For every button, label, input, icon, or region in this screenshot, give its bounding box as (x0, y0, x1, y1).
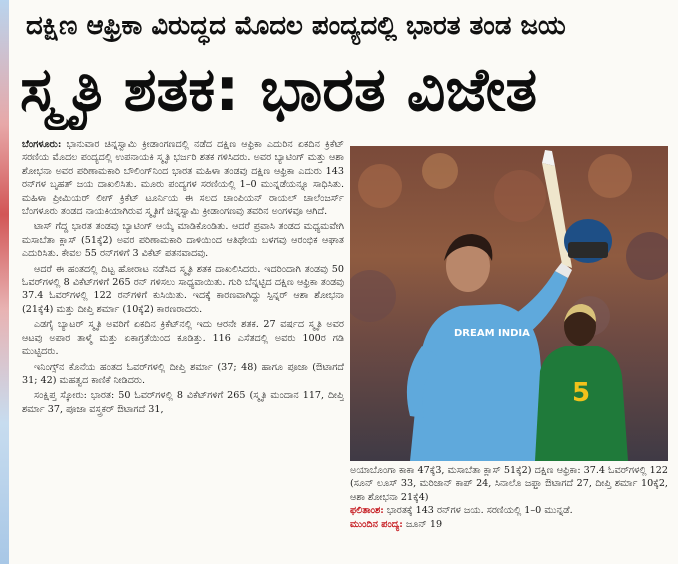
kicker-headline: ದಕ್ಷಿಣ ಆಫ್ರಿಕಾ ವಿರುದ್ಧದ ಮೊದಲ ಪಂದ್ಯದಲ್ಲಿ ಭಾರತ ತಂಡ ಜಯ (26, 11, 566, 41)
article-paragraph: ಟಾಸ್ ಗೆದ್ದ ಭಾರತ ತಂಡವು ಬ್ಯಾಟಿಂಗ್ ಆಯ್ಕೆ ಮಾಡಿಕೊಂಡಿತು. ಆದರೆ ಪ್ರವಾಸಿ ತಂಡದ ಮಧ್ಯಮವೇಗಿ ಮಸಾಬೆತಾ ಕ್ಲಾಸ್ (51ಕ್ಕೆ2) ಅವರ ಪರಿಣಾಮಕಾರಿ ದಾಳಿಯಿಂದ ಆತಿಥೇಯ ಬಳಗವು ಆರಂಭಿಕ ಆಘಾತ ಎದುರಿಸಿತು. ಕೇವಲ 55 ರನ್‌ಗಳಿಗೆ 3 ವಿಕೆಟ್ ಪತನವಾದವು. (22, 221, 344, 260)
result-text: ಭಾರತಕ್ಕೆ 143 ರನ್‌ಗಳ ಜಯ. ಸರಣಿಯಲ್ಲಿ 1–0 ಮುನ್ನಡೆ. (383, 505, 573, 517)
caption-result (350, 504, 668, 517)
photo-caption (350, 464, 668, 560)
article-paragraph: ಇನಿಂಗ್ಸ್‌ನ ಕೊನೆಯ ಹಂತದ ಓವರ್‌ಗಳಲ್ಲಿ ದೀಪ್ತಿ ಶರ್ಮಾ (37; 48) ಹಾಗೂ ಪೂಜಾ (ಔಟಾಗದೆ 31; 42) ಮಹತ್ವದ ಕಾಣಿಕೆ ನೀಡಿದರು. (22, 361, 344, 386)
jersey-text: DREAM INDIA (454, 328, 530, 339)
article-body (22, 138, 344, 562)
caption-next-match (350, 518, 668, 531)
left-edge-strip (0, 0, 9, 564)
opponent-jersey-number: 5 (572, 378, 591, 408)
dateline: ಬೆಂಗಳೂರು: (22, 139, 62, 150)
article-paragraph: ಎಡಗೈ ಬ್ಯಾಟರ್ ಸ್ಮೃತಿ ಅವರಿಗೆ ಏಕದಿನ ಕ್ರಿಕೆಟ್‌ನಲ್ಲಿ ಇದು ಆರನೇ ಶತಕ. 27 ವರ್ಷದ ಸ್ಮೃತಿ ಅವರ ಆಟವು ಅಪಾರ ತಾಳ್ಮೆ ಮತ್ತು ಏಕಾಗ್ರತೆಯಿಂದ ಕೂಡಿತ್ತು. 116 ಎಸೆತದಲ್ಲಿ ಅವರು 100ರ ಗಡಿ ಮುಟ್ಟಿದರು. (22, 319, 344, 358)
article-paragraph (22, 138, 344, 218)
result-label: ಫಲಿತಾಂಶ: (350, 505, 384, 517)
article-paragraph: ಆದರೆ ಈ ಹಂತದಲ್ಲಿ ದಿಟ್ಟ ಹೋರಾಟ ನಡೆಸಿದ ಸ್ಮೃತಿ ಶತಕ ದಾಖಲಿಸಿದರು. ಇದರಿಂದಾಗಿ ತಂಡವು 50 ಓವರ್‌ಗಳಲ್ಲಿ 8 ವಿಕೆಟ್‌ಗಳಿಗೆ 265 ರನ್ ಗಳಿಸಲು ಸಾಧ್ಯವಾಯಿತು. ಗುರಿ ಬೆನ್ನಟ್ಟಿದ ದಕ್ಷಿಣ ಆಫ್ರಿಕಾ ತಂಡವು 37.4 ಓವರ್‌ಗಳಲ್ಲಿ 122 ರನ್‌ಗಳಿಗೆ ಕುಸಿಯಿತು. ಇದಕ್ಕೆ ಕಾರಣವಾಗಿದ್ದು ಸ್ಪಿನ್ನರ್ ಆಶಾ ಶೋಭನಾ (21ಕ್ಕೆ4) ಮತ್ತು ದೀಪ್ತಿ ಶರ್ಮಾ (10ಕ್ಕೆ2) ಕಾರಣರಾದರು. (22, 263, 344, 315)
main-headline: ಸ್ಮೃತಿ ಶತಕ: ಭಾರತ ವಿಜೇತ (20, 55, 538, 125)
next-match-text: ಜೂನ್ 19 (402, 518, 443, 530)
article-paragraph: ಸಂಕ್ಷಿಪ್ತ ಸ್ಕೋರು: ಭಾರತ: 50 ಓವರ್‌ಗಳಲ್ಲಿ 8 ವಿಕೆಟ್‌ಗಳಿಗೆ 265 (ಸ್ಮೃತಿ ಮಂದಾನ 117, ದೀಪ್ತಿ ಶರ್ಮಾ 37, ಪೂಜಾ ವಸ್ತ್ರಕರ್ ಔಟಾಗದೆ 31, (22, 390, 344, 415)
caption-scorecard: ಅಯಾಬೊಂಗಾ ಕಾಕಾ 47ಕ್ಕೆ3, ಮಸಾಬೆತಾ ಕ್ಲಾಸ್ 51ಕ್ಕೆ2) ದಕ್ಷಿಣ ಆಫ್ರಿಕಾ: 37.4 ಓವರ್‌ಗಳಲ್ಲಿ 122 (ಸೂನ್ ಲೂಸ್ 33, ಮರಿಜಾನ್ ಕಾಪ್ 24, ಸಿನಾಲೊ ಜಫ್ತಾ ಔಟಾಗದೆ 27, ದೀಪ್ತಿ ಶರ್ಮಾ 10ಕ್ಕೆ2, ಆಶಾ ಶೋಭನಾ 21ಕ್ಕೆ4) (350, 465, 668, 503)
next-match-label: ಮುಂದಿನ ಪಂದ್ಯ: (350, 518, 403, 530)
paragraph-text: ಭಾನುವಾರ ಚಿನ್ನಸ್ವಾಮಿ ಕ್ರೀಡಾಂಗಣದಲ್ಲಿ ನಡೆದ ದಕ್ಷಿಣ ಆಫ್ರಿಕಾ ಎದುರಿನ ಏಕದಿನ ಕ್ರಿಕೆಟ್ ಸರಣಿಯ ಮೊದಲ ಪಂದ್ಯದಲ್ಲಿ ಉಪನಾಯಕಿ ಸ್ಮೃತಿ ಭರ್ಜರಿ ಶತಕ ಗಳಿಸಿದರು. ಅವರ ಬ್ಯಾಟಿಂಗ್ ಮತ್ತು ಆಶಾ ಶೋಭನಾ ಅವರ ಪರಿಣಾಮಕಾರಿ ಬೌಲಿಂಗ್‌ನಿಂದ ಭಾರತ ಮಹಿಳಾ ತಂಡವು ದಕ್ಷಿಣ ಆಫ್ರಿಕಾ ಎದುರು 143 ರನ್‌ಗಳ ಬೃಹತ್ ಜಯ ದಾಖಲಿಸಿತು. ಮೂರು ಪಂದ್ಯಗಳ ಸರಣಿಯಲ್ಲಿ 1–0 ಮುನ್ನಡೆಯನ್ನೂ ಸಾಧಿಸಿತು. ಮಹಿಳಾ ಪ್ರೀಮಿಯರ್ ಲೀಗ್ ಕ್ರಿಕೆಟ್ ಟೂರ್ನಿಯ ಈ ಸಲದ ಚಾಂಪಿಯನ್ ರಾಯಲ್ ಚಾಲೆಂಜರ್ಸ್ ಬೆಂಗಳೂರು ತಂಡದ ನಾಯಕಿಯಾಗಿರುವ ಸ್ಮೃತಿಗೆ ಚಿನ್ನಸ್ವಾಮಿ ಕ್ರೀಡಾಂಗಣವು ತವರಿನ ಅಂಗಳವೂ ಆಗಿದೆ. (22, 139, 344, 218)
photo-illustration (350, 146, 668, 461)
match-photo (350, 146, 668, 461)
